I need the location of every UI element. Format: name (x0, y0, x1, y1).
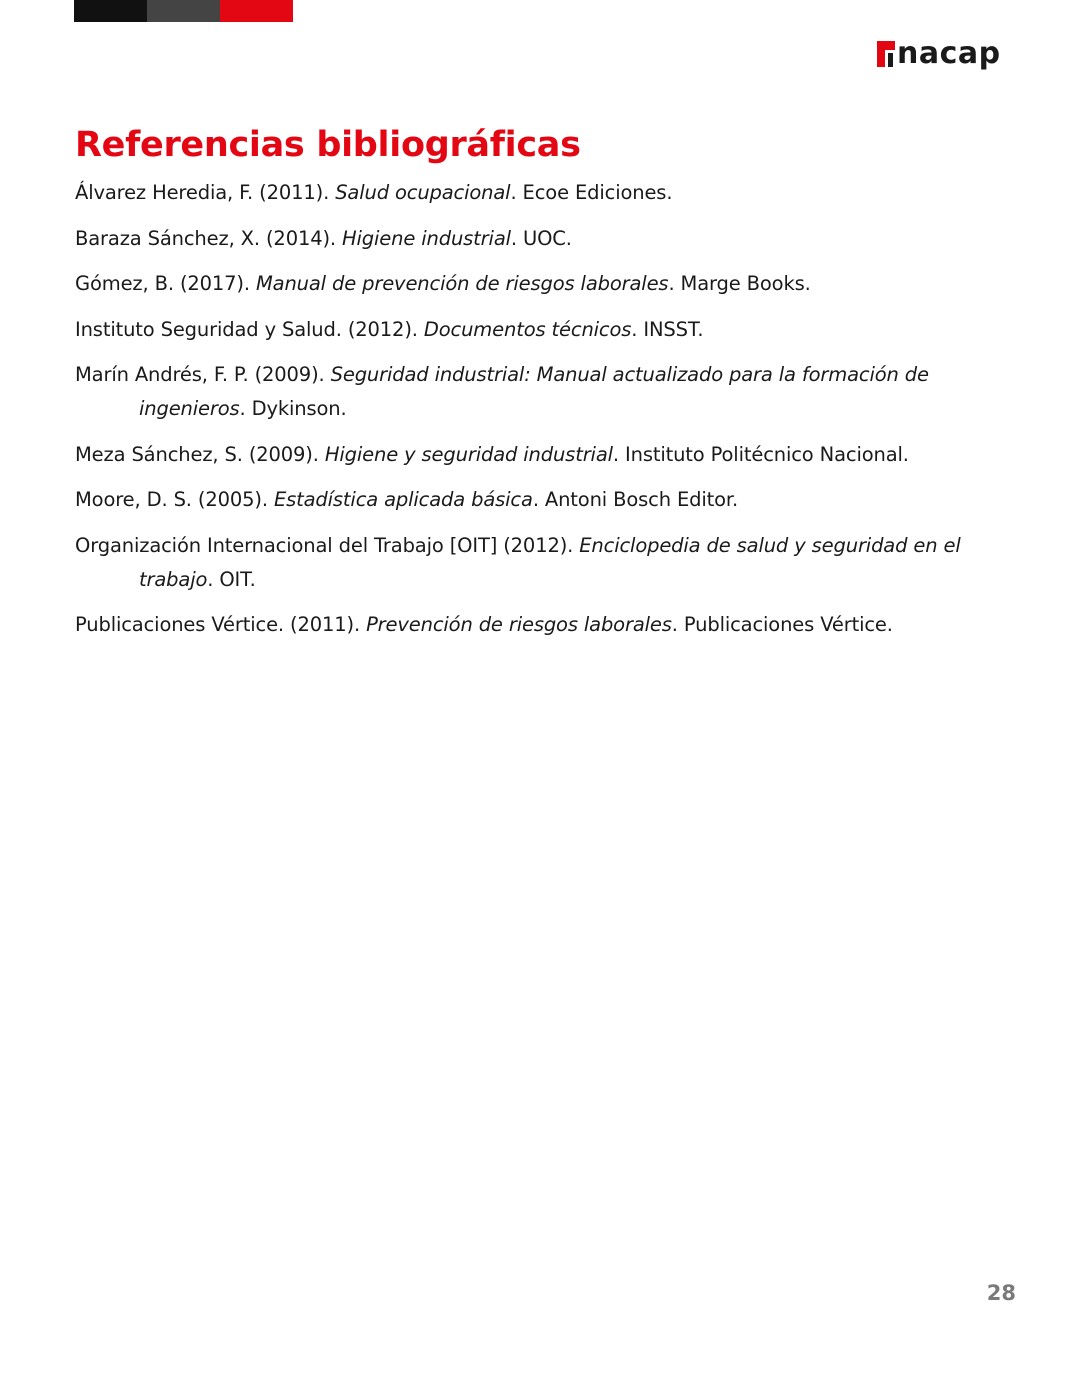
reference-publisher: . Instituto Politécnico Nacional. (612, 442, 909, 466)
reference-author-year: Meza Sánchez, S. (2009). (75, 442, 325, 466)
reference-publisher: . Publicaciones Vértice. (671, 613, 893, 636)
reference-item (75, 222, 975, 256)
reference-title: Higiene industrial (342, 226, 511, 250)
reference-item (75, 313, 975, 347)
page-title: Referencias bibliográficas (75, 125, 581, 165)
reference-publisher: . UOC. (510, 226, 572, 250)
reference-publisher: . Antoni Bosch Editor. (532, 488, 739, 511)
reference-author-year: Gómez, B. (2017). (75, 272, 256, 295)
reference-item (75, 483, 975, 517)
references-list (75, 176, 975, 654)
reference-item (75, 608, 975, 642)
inacap-logo (877, 36, 1001, 72)
reference-title: Higiene y seguridad industrial (324, 442, 613, 466)
reference-item (75, 438, 975, 472)
reference-author-year: Marín Andrés, F. P. (2009). (75, 363, 331, 386)
logo-mark-icon (877, 41, 895, 67)
header-color-bar (74, 0, 293, 22)
reference-title: Documentos técnicos (423, 317, 632, 341)
reference-title: Prevención de riesgos laborales (366, 613, 672, 636)
reference-author-year: Moore, D. S. (2005). (75, 488, 274, 511)
reference-publisher: . INSST. (631, 317, 704, 341)
reference-item (75, 267, 975, 301)
reference-publisher: . Marge Books. (668, 272, 811, 295)
reference-author-year: Publicaciones Vértice. (2011). (75, 613, 367, 636)
reference-author-year: Instituto Seguridad y Salud. (2012). (75, 317, 424, 341)
reference-publisher: . Ecoe Ediciones. (510, 181, 673, 204)
color-bar-segment-red (220, 0, 293, 22)
reference-title: Estadística aplicada básica (273, 488, 533, 511)
reference-item (75, 529, 975, 597)
page-number: 28 (986, 1281, 1016, 1305)
reference-author-year: Álvarez Heredia, F. (2011). (75, 181, 336, 204)
reference-title: Salud ocupacional (335, 181, 511, 204)
color-bar-segment-gray (147, 0, 220, 22)
reference-author-year: Organización Internacional del Trabajo [OIT] (2012). (75, 533, 580, 557)
reference-publisher: . Dykinson. (239, 397, 347, 420)
reference-publisher: . OIT. (207, 567, 256, 591)
logo-text: nacap (897, 36, 1001, 71)
reference-title: Manual de prevención de riesgos laborales (255, 272, 669, 295)
reference-title: Enciclopedia de salud y seguridad en el trabajo (139, 533, 961, 591)
reference-item (75, 176, 975, 210)
reference-item (75, 358, 975, 426)
reference-title: Seguridad industrial: Manual actualizado para la formación de ingenieros (139, 363, 929, 420)
reference-author-year: Baraza Sánchez, X. (2014). (75, 226, 343, 250)
color-bar-segment-black (74, 0, 147, 22)
